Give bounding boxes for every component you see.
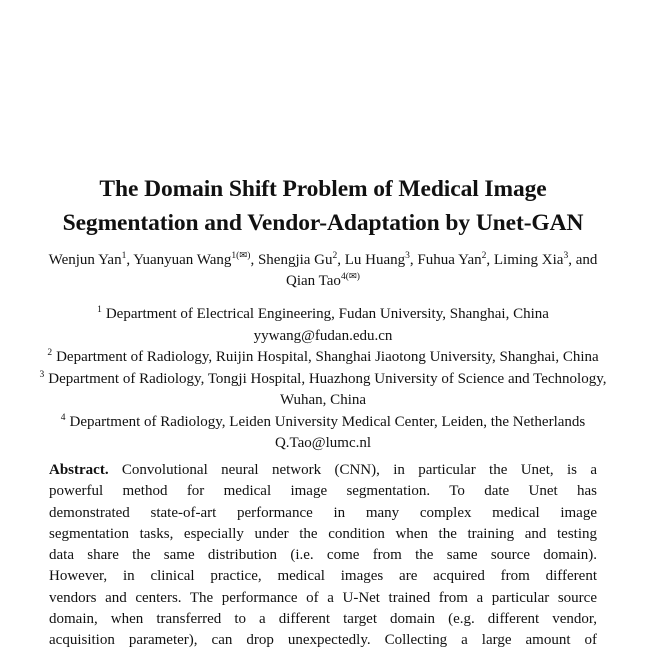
- affiliation-text: Department of Radiology, Ruijin Hospital, Shanghai Jiaotong University, Shanghai, China: [56, 349, 599, 365]
- paper-title: [0, 172, 646, 240]
- author-separator: ,: [126, 252, 134, 268]
- affiliation-text: Department of Radiology, Tongji Hospital, Huazhong University of Science and Technology,: [48, 370, 607, 387]
- abstract-line: However, in clinical practice, medical images are acquired from different: [49, 568, 597, 585]
- author-affil-mark: 3: [563, 251, 569, 261]
- affiliation-3-continued: Wuhan, China: [279, 392, 367, 408]
- affiliation-mark: 2: [47, 348, 53, 358]
- affiliation-2: [0, 347, 646, 369]
- author-affil-mark: 4(✉): [340, 272, 360, 282]
- author-name: Lu Huang: [344, 252, 406, 268]
- affiliation-text: Department of Electrical Engineering, Fudan University, Shanghai, China: [105, 306, 549, 322]
- author-separator: , and: [568, 252, 598, 268]
- author-affil-mark: 1(✉): [231, 251, 251, 261]
- author-separator: ,: [250, 252, 258, 268]
- affiliation-list: [0, 304, 646, 455]
- author-line-2: [0, 271, 646, 292]
- author-separator: ,: [486, 252, 494, 268]
- affiliation-mark: 1: [97, 305, 102, 315]
- author-name: Shengjia Gu: [257, 252, 333, 268]
- affiliation-email-4: Q.Tao@lumc.nl: [274, 435, 372, 451]
- author-affil-mark: 2: [332, 251, 338, 261]
- abstract-line: segmentation tasks, especially under the condition when the training and testing: [49, 525, 597, 542]
- affiliation-4: [0, 412, 646, 434]
- author-affil-mark: 1: [121, 251, 127, 261]
- author-name: Wenjun Yan: [48, 252, 122, 268]
- affiliation-email-1: yywang@fudan.edu.cn: [253, 327, 393, 344]
- author-separator: ,: [337, 252, 345, 268]
- author-affil-mark: 2: [481, 251, 487, 261]
- author-line-1: [0, 250, 646, 271]
- affiliation-1: [0, 304, 646, 326]
- affiliation-mark: 4: [60, 412, 66, 423]
- author-name: Fuhua Yan: [417, 252, 482, 268]
- abstract-line: demonstrated state-of-art performance in many complex medical image: [49, 504, 597, 521]
- affiliation-mark: 3: [39, 369, 45, 380]
- title-line-1: The Domain Shift Problem of Medical Image: [99, 176, 547, 202]
- author-name: Liming Xia: [493, 252, 564, 268]
- author-name: Qian Tao: [286, 273, 341, 289]
- author-list: [0, 250, 646, 292]
- author-affil-mark: 3: [405, 251, 410, 261]
- abstract-line: domain, when transferred to a different target domain (e.g. different vendor,: [49, 611, 597, 628]
- abstract-line: vendors and centers. The performance of a U-Net trained from a particular source: [49, 589, 597, 606]
- title-line-2: Segmentation and Vendor-Adaptation by Unet-GAN: [62, 210, 584, 236]
- affiliation-3: [0, 369, 646, 391]
- abstract-label: Abstract.: [49, 462, 109, 478]
- author-separator: ,: [409, 252, 418, 268]
- abstract-line: data share the same distribution (i.e. come from the same source domain).: [49, 547, 597, 564]
- abstract-line-text: Convolutional neural network (CNN), in particular the Unet, is a: [108, 462, 597, 478]
- abstract: [49, 460, 597, 652]
- abstract-line: [49, 460, 597, 481]
- affiliation-text: Department of Radiology, Leiden University Medical Center, Leiden, the Netherlands: [69, 413, 586, 430]
- author-name: Yuanyuan Wang: [133, 252, 232, 268]
- abstract-line: acquisition parameter), can drop unexpectedly. Collecting a large amount of: [49, 632, 597, 649]
- abstract-line: powerful method for medical image segmentation. To date Unet has: [49, 483, 597, 500]
